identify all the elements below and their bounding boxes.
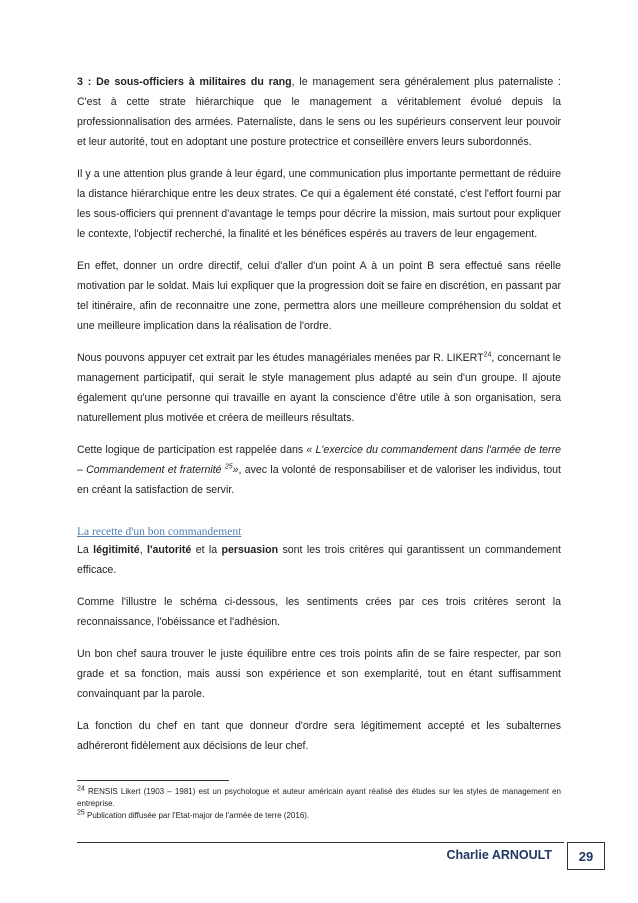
publication-title: « L'exercice du commandement dans l'armée de terre – Commandement et fraternité <box>77 444 561 476</box>
paragraph-likert <box>77 348 561 428</box>
paragraph-lead-bold: 3 : De sous-officiers à militaires du rang <box>77 76 292 88</box>
paragraph-text: En effet, donner un ordre directif, celui d'aller d'un point A à un point B sera effectué sans réelle motivation par le soldat. Mais lui expliquer que la progression doit se faire en discrétion, en passant par tel itinéraire, afin de reconnaitre une zone, permettra alors une meilleure compréhension du soldat et une meilleure implication dans la réalisation de l'ordre. <box>77 260 561 332</box>
paragraph-ordre-directif <box>77 256 561 336</box>
footer-author: Charlie ARNOULT <box>446 848 552 862</box>
paragraph-schema <box>77 592 561 632</box>
paragraph-sous-officiers <box>77 72 561 152</box>
paragraph-text: La <box>77 544 94 556</box>
paragraph-text: Cette logique de participation est rappelée dans <box>77 444 307 456</box>
footnote-24 <box>77 786 561 810</box>
paragraph-text: Il y a une attention plus grande à leur égard, une communication plus importante permettant de réduire la distance hiérarchique entre les deux strates. Ce qui a également été constaté, c'est l'effort fourni par les sous-officiers qui prennent d'avantage le temps pour décrire la mission, mais surtout pour expliquer le contexte, l'objectif recherché, la finalité et les bénéfices espérés au travers de leur engagement. <box>77 168 561 240</box>
paragraph-criteres <box>77 540 561 580</box>
paragraph-text: , concernant le management participatif, qui serait le style management plus adapté au sein d'un groupe. Il ajoute également qu'une personne qui travaille en ayant la conscience d'être utile à son organisation, sera naturellement plus motivée et créera de meilleurs résultats. <box>77 352 561 424</box>
paragraph-text: Un bon chef saura trouver le juste équilibre entre ces trois points afin de se faire respecter, par son grade et sa fonction, mais aussi son expérience et son exemplarité, tout en étant suffisamment convainquant par la parole. <box>77 648 561 700</box>
closing-quote: » <box>232 464 239 476</box>
paragraph-text: Comme l'illustre le schéma ci-dessous, les sentiments crées par ces trois critères seront la reconnaissance, l'obéissance et l'adhésion. <box>77 596 561 628</box>
keyword-persuasion: persuasion <box>221 544 279 556</box>
section-heading: La recette d'un bon commandement <box>77 526 242 538</box>
footnote-text: Publication diffusée par l'Etat-major de l'armée de terre (2016). <box>84 811 310 820</box>
footnote-ref-24: 24 <box>483 351 492 359</box>
footnote-text: RENSIS Likert (1903 – 1981) est un psychologue et auteur américain ayant réalisé des études sur les styles de management en entreprise. <box>77 787 561 808</box>
footer-separator <box>77 842 564 843</box>
footnote-number: 24 <box>77 785 85 793</box>
page-number: 29 <box>567 842 605 870</box>
keyword-legitimite: légitimité <box>93 544 140 556</box>
paragraph-text: Nous pouvons appuyer cet extrait par les études managériales menées par R. LIKERT <box>77 352 484 364</box>
paragraph-text: et la <box>191 544 222 556</box>
paragraph-attention <box>77 164 561 244</box>
paragraph-text: La fonction du chef en tant que donneur d'ordre sera légitimement accepté et les subalternes adhéreront fidèlement aux décisions de leur chef. <box>77 720 561 752</box>
footnote-number: 25 <box>77 809 85 817</box>
footnotes <box>77 786 561 822</box>
body-content <box>77 72 561 768</box>
footnote-ref-25: 25 <box>224 463 233 471</box>
paragraph-fonction-chef <box>77 716 561 756</box>
paragraph-equilibre <box>77 644 561 704</box>
paragraph-participation <box>77 440 561 500</box>
footnote-25 <box>77 810 561 822</box>
paragraph-text: sont les trois critères qui garantissent un commandement efficace. <box>77 544 561 576</box>
paragraph-text: , le management sera généralement plus paternaliste : C'est à cette strate hiérarchique que le management a véritablement évolué depuis la professionnalisation des armées. Paternaliste, dans le sens ou les supérieurs conservent leur pouvoir et leur autorité, tout en adoptant une posture protectrice et conseillère envers leurs subordonnés. <box>77 76 561 148</box>
keyword-autorite: l'autorité <box>147 544 192 556</box>
paragraph-text: , <box>139 544 148 556</box>
footnote-separator <box>77 780 229 781</box>
paragraph-text: , avec la volonté de responsabiliser et de valoriser les individus, tout en créant la satisfaction de servir. <box>77 464 561 496</box>
